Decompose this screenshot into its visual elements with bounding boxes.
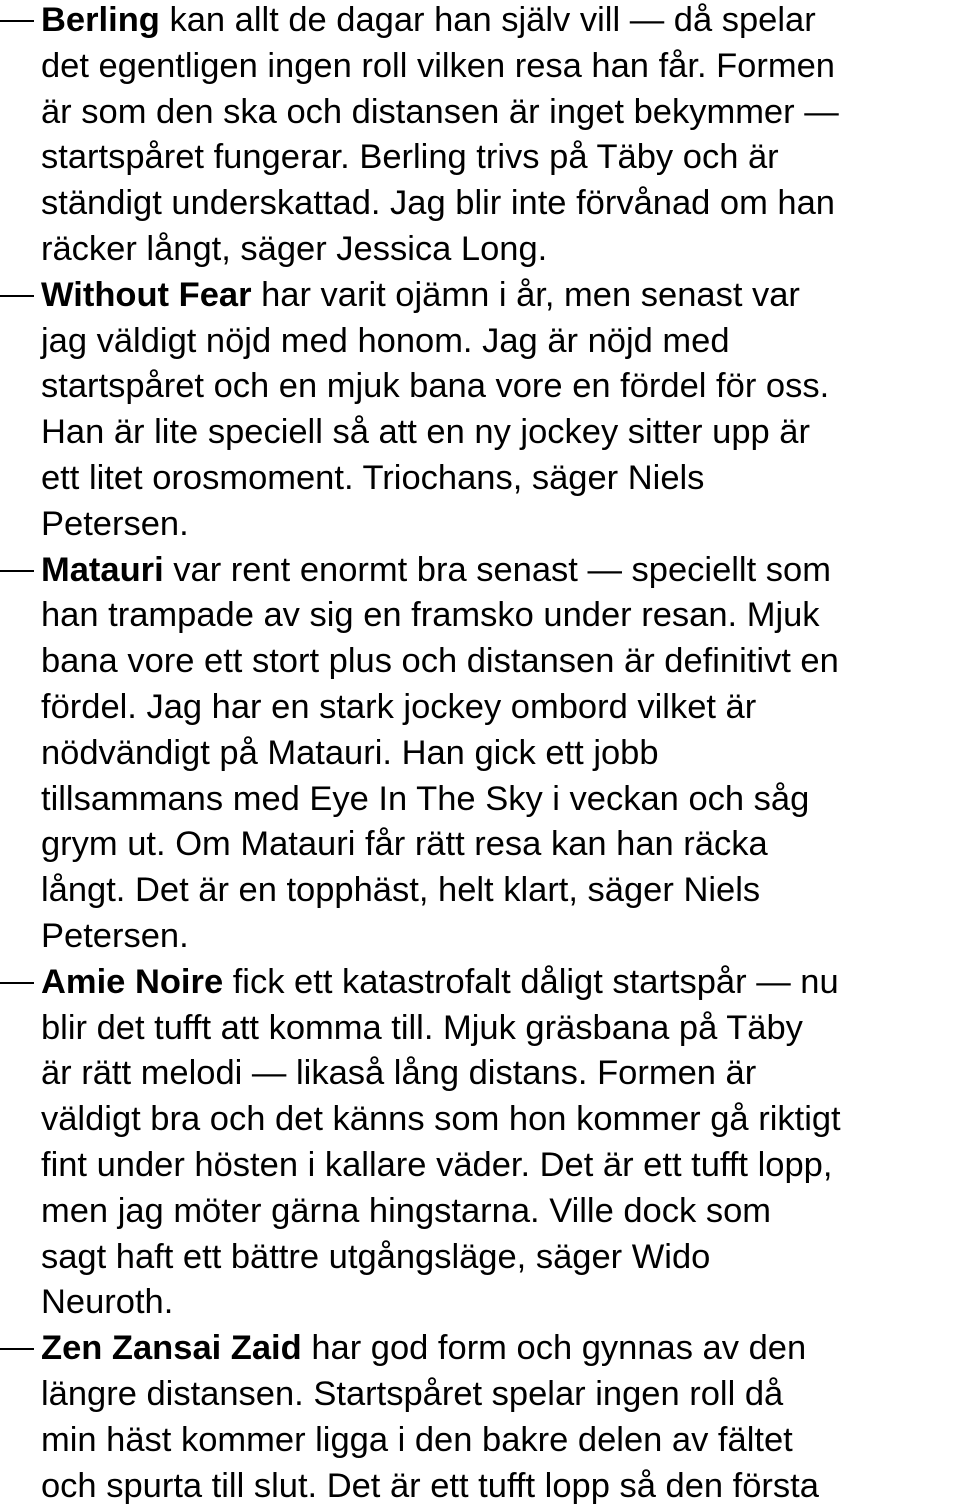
text-line: Petersen. <box>41 502 960 548</box>
horse-name: Without Fear <box>41 276 252 314</box>
horse-name: Matauri <box>41 551 164 589</box>
text-line: startspåret och en mjuk bana vore en fördel för oss. <box>41 364 960 410</box>
text-line: Han är lite speciell så att en ny jockey sitter upp är <box>41 410 960 456</box>
text-line: Petersen. <box>41 914 960 960</box>
text-line: det egentligen ingen roll vilken resa han får. Formen <box>41 44 960 90</box>
text-line: Amie Noire fick ett katastrofalt dåligt startspår — nu <box>41 960 960 1006</box>
text-line: Matauri var rent enormt bra senast — speciellt som <box>41 548 960 594</box>
text-line: grym ut. Om Matauri får rätt resa kan han räcka <box>41 822 960 868</box>
text-line: Berling kan allt de dagar han själv vill — då spelar <box>41 0 960 44</box>
text-line: startspåret fungerar. Berling trivs på Täby och är <box>41 135 960 181</box>
paragraph-zen-zansai-zaid <box>0 1326 960 1509</box>
text-line: sagt haft ett bättre utgångsläge, säger Wido <box>41 1235 960 1281</box>
text-line: bana vore ett stort plus och distansen är definitivt en <box>41 639 960 685</box>
text-line: men jag möter gärna hingstarna. Ville dock som <box>41 1189 960 1235</box>
paragraph-matauri <box>0 548 960 960</box>
text-line: ett litet orosmoment. Triochans, säger Niels <box>41 456 960 502</box>
text-line: han trampade av sig en framsko under resan. Mjuk <box>41 593 960 639</box>
text-line: nödvändigt på Matauri. Han gick ett jobb <box>41 731 960 777</box>
horse-name: Berling <box>41 1 160 39</box>
text-line: Zen Zansai Zaid har god form och gynnas av den <box>41 1326 960 1372</box>
text-line: blir det tufft att komma till. Mjuk gräsbana på Täby <box>41 1006 960 1052</box>
text-line: långt. Det är en topphäst, helt klart, säger Niels <box>41 868 960 914</box>
horse-name: Zen Zansai Zaid <box>41 1329 302 1367</box>
text-line: ständigt underskattad. Jag blir inte förvånad om han <box>41 181 960 227</box>
text-line: min häst kommer ligga i den bakre delen av fältet <box>41 1418 960 1464</box>
text-line: tillsammans med Eye In The Sky i veckan och såg <box>41 777 960 823</box>
text-line: Without Fear har varit ojämn i år, men senast var <box>41 273 960 319</box>
paragraph-berling <box>0 0 960 273</box>
text-line: och spurta till slut. Det är ett tufft lopp så den första <box>41 1464 960 1509</box>
text-line: räcker långt, säger Jessica Long. <box>41 227 960 273</box>
text-line: fint under hösten i kallare väder. Det är ett tufft lopp, <box>41 1143 960 1189</box>
paragraph-without-fear <box>0 273 960 548</box>
text-line: fördel. Jag har en stark jockey ombord vilket är <box>41 685 960 731</box>
horse-name: Amie Noire <box>41 963 223 1001</box>
text-line: är rätt melodi — likaså lång distans. Formen är <box>41 1051 960 1097</box>
text-line: väldigt bra och det känns som hon kommer gå riktigt <box>41 1097 960 1143</box>
text-line: Neuroth. <box>41 1280 960 1326</box>
paragraph-amie-noire <box>0 960 960 1326</box>
text-line: längre distansen. Startspåret spelar ingen roll då <box>41 1372 960 1418</box>
text-line: är som den ska och distansen är inget bekymmer — <box>41 90 960 136</box>
text-line: jag väldigt nöjd med honom. Jag är nöjd med <box>41 319 960 365</box>
